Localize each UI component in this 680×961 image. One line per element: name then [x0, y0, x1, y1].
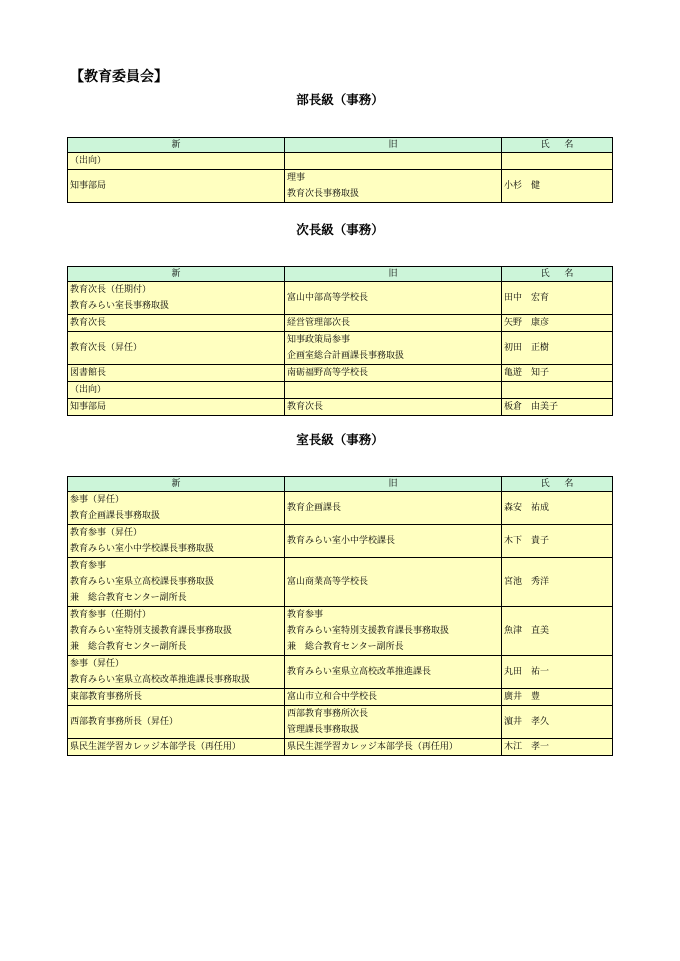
old-position-line: 県民生涯学習カレッジ本部学長（再任用） — [287, 742, 458, 752]
person-name-cell: 木江 孝一 — [502, 739, 613, 756]
table-row — [68, 492, 613, 525]
person-name-cell: 宮池 秀洋 — [502, 558, 613, 607]
organization-title: 【教育委員会】 — [70, 69, 168, 85]
old-position-cell — [285, 332, 502, 365]
new-position-line: 教育次長（任期付） — [70, 285, 152, 295]
new-position-line: 教育みらい室小中学校課長事務取扱 — [70, 544, 215, 554]
section-title-jicho: 次長級（事務） — [296, 222, 384, 237]
person-name-cell: 矢野 康彦 — [502, 315, 613, 332]
new-position-line: 教育みらい室特別支援教育課長事務取扱 — [70, 626, 233, 636]
person-name-cell: 田中 宏育 — [502, 282, 613, 315]
section-title-bucho: 部長級（事務） — [296, 92, 384, 107]
old-position-cell — [285, 607, 502, 656]
table-row — [68, 332, 613, 365]
column-header-new: 新 — [68, 477, 285, 492]
new-position-line: 教育参事（昇任） — [70, 528, 143, 538]
column-header-new: 新 — [68, 138, 285, 153]
new-position-cell — [68, 656, 285, 689]
person-name-cell: 小杉 健 — [502, 170, 613, 203]
table-row — [68, 315, 613, 332]
table-row — [68, 558, 613, 607]
old-position-line: 南砺福野高等学校長 — [287, 368, 369, 378]
new-position-line: 東部教育事務所長 — [70, 692, 143, 702]
table-row — [68, 170, 613, 203]
old-position-line: 経営管理部次長 — [287, 318, 351, 328]
column-header-new: 新 — [68, 267, 285, 282]
old-position-cell — [285, 399, 502, 416]
new-position-cell — [68, 399, 285, 416]
new-position-cell — [68, 492, 285, 525]
old-position-line: 教育次長 — [287, 402, 324, 412]
personnel-table-bucho — [67, 137, 613, 203]
table-row — [68, 382, 613, 399]
old-position-line: 教育みらい室小中学校課長 — [287, 536, 396, 546]
table-row — [68, 365, 613, 382]
old-position-line: 教育次長事務取扱 — [287, 189, 360, 199]
old-position-line: 理事 — [287, 173, 306, 183]
new-position-cell — [68, 607, 285, 656]
old-position-cell — [285, 525, 502, 558]
new-position-line: 兼 総合教育センター副所長 — [70, 593, 187, 603]
old-position-cell — [285, 382, 502, 399]
table-row — [68, 399, 613, 416]
person-name-cell: 廣井 豊 — [502, 689, 613, 706]
old-position-cell — [285, 492, 502, 525]
old-position-cell — [285, 689, 502, 706]
new-position-cell — [68, 170, 285, 203]
new-position-line: 教育みらい室県立高校改革推進課長事務取扱 — [70, 675, 251, 685]
old-position-line: 富山商業高等学校長 — [287, 577, 369, 587]
personnel-table-jicho — [67, 266, 613, 416]
new-position-line: 参事（昇任） — [70, 495, 125, 505]
person-name-cell: 森安 祐成 — [502, 492, 613, 525]
table-row — [68, 656, 613, 689]
old-position-line: 富山中部高等学校長 — [287, 293, 369, 303]
old-position-line: 企画室総合計画課長事務取扱 — [287, 351, 405, 361]
old-position-line: 富山市立和合中学校長 — [287, 692, 378, 702]
table-row — [68, 739, 613, 756]
column-header-old: 旧 — [285, 267, 502, 282]
new-position-line: 教育次長（昇任） — [70, 343, 143, 353]
section-title-shitsucho: 室長級（事務） — [296, 432, 384, 447]
personnel-table-shitsucho — [67, 476, 613, 756]
table-row — [68, 607, 613, 656]
person-name-cell — [502, 153, 613, 170]
new-position-cell — [68, 282, 285, 315]
table-row — [68, 282, 613, 315]
new-position-line: 西部教育事務所長（昇任） — [70, 717, 179, 727]
old-position-cell — [285, 282, 502, 315]
column-header-old: 旧 — [285, 138, 502, 153]
new-position-line: 教育参事 — [70, 561, 107, 571]
new-position-line: 教育次長 — [70, 318, 107, 328]
column-header-name: 氏 名 — [502, 138, 613, 153]
old-position-line: 知事政策局参事 — [287, 335, 351, 345]
person-name-cell: 板倉 由美子 — [502, 399, 613, 416]
new-position-cell — [68, 525, 285, 558]
new-position-line: 教育参事（任期付） — [70, 610, 152, 620]
new-position-line: 県民生涯学習カレッジ本部学長（再任用） — [70, 742, 241, 752]
person-name-cell: 濵井 孝久 — [502, 706, 613, 739]
old-position-cell — [285, 739, 502, 756]
person-name-cell: 丸田 祐一 — [502, 656, 613, 689]
new-position-cell — [68, 153, 285, 170]
column-header-name: 氏 名 — [502, 267, 613, 282]
table-row — [68, 689, 613, 706]
person-name-cell: 木下 貴子 — [502, 525, 613, 558]
person-name-cell: 初田 正樹 — [502, 332, 613, 365]
new-position-line: 教育みらい室県立高校課長事務取扱 — [70, 577, 215, 587]
new-position-cell — [68, 365, 285, 382]
old-position-cell — [285, 153, 502, 170]
new-position-cell — [68, 332, 285, 365]
old-position-cell — [285, 170, 502, 203]
new-position-cell — [68, 706, 285, 739]
new-position-cell — [68, 315, 285, 332]
new-position-cell — [68, 382, 285, 399]
person-name-cell — [502, 382, 613, 399]
old-position-cell — [285, 365, 502, 382]
old-position-line: 教育参事 — [287, 610, 324, 620]
new-position-line: （出向） — [70, 385, 107, 395]
old-position-line: 西部教育事務所次長 — [287, 709, 369, 719]
old-position-cell — [285, 656, 502, 689]
new-position-line: 参事（昇任） — [70, 659, 125, 669]
table-row — [68, 706, 613, 739]
table-row — [68, 153, 613, 170]
person-name-cell: 魚津 直美 — [502, 607, 613, 656]
new-position-line: 兼 総合教育センター副所長 — [70, 642, 187, 652]
new-position-cell — [68, 739, 285, 756]
table-row — [68, 525, 613, 558]
old-position-cell — [285, 315, 502, 332]
new-position-line: 知事部局 — [70, 181, 107, 191]
old-position-cell — [285, 558, 502, 607]
old-position-line: 兼 総合教育センター副所長 — [287, 642, 404, 652]
new-position-line: （出向） — [70, 156, 107, 166]
new-position-line: 図書館長 — [70, 368, 107, 378]
old-position-line: 教育みらい室県立高校改革推進課長 — [287, 667, 432, 677]
old-position-line: 教育企画課長 — [287, 503, 342, 513]
old-position-line: 管理課長事務取扱 — [287, 725, 360, 735]
new-position-line: 教育みらい室長事務取扱 — [70, 301, 170, 311]
column-header-old: 旧 — [285, 477, 502, 492]
new-position-line: 教育企画課長事務取扱 — [70, 511, 161, 521]
old-position-cell — [285, 706, 502, 739]
old-position-line: 教育みらい室特別支援教育課長事務取扱 — [287, 626, 450, 636]
new-position-line: 知事部局 — [70, 402, 107, 412]
person-name-cell: 亀遊 知子 — [502, 365, 613, 382]
column-header-name: 氏 名 — [502, 477, 613, 492]
new-position-cell — [68, 558, 285, 607]
new-position-cell — [68, 689, 285, 706]
